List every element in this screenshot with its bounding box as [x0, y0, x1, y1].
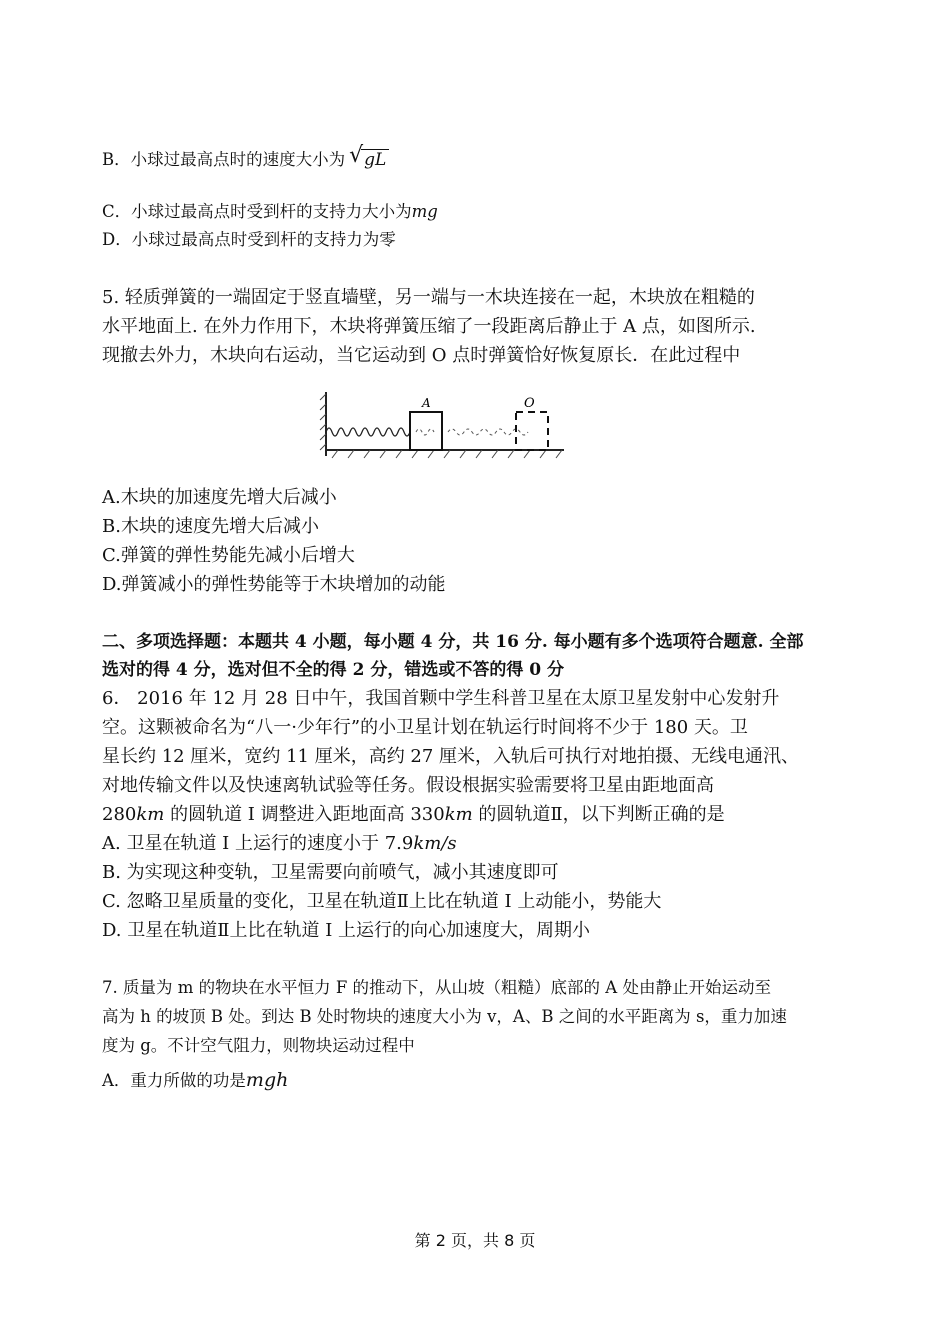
q6-unit-km-1: km — [136, 804, 165, 825]
q7-line-3: 度为 g。不计空气阻力，则物块运动过程中 — [102, 1036, 415, 1055]
block-o-dashed — [516, 412, 548, 450]
sqrt-formula: √ gL — [349, 148, 389, 172]
q6-line-4: 对地传输文件以及快速离轨试验等任务。假设根据实验需要将卫星由距地面高 — [102, 775, 714, 796]
q6-option-a-text: A. 卫星在轨道 I 上运行的速度小于 7.9 — [102, 833, 414, 854]
q4-option-c-text: C．小球过最高点时受到杆的支持力大小为 — [102, 202, 412, 221]
q5-option-c: C.弹簧的弹性势能先减小后增大 — [102, 545, 355, 566]
q6-line-3: 星长约 12 厘米，宽约 11 厘米，高约 27 厘米，入轨后可执行对地拍摄、无线电通汛、 — [102, 746, 800, 767]
q4-option-d: D．小球过最高点时受到杆的支持力为零 — [102, 230, 396, 249]
block-a — [410, 412, 442, 450]
page-footer: 第 2 页，共 8 页 — [414, 1231, 536, 1250]
spring-coil — [326, 428, 416, 436]
q6-option-a-unit: km/s — [413, 833, 457, 854]
q6-option-b: B. 为实现这种变轨，卫星需要向前喷气，减小其速度即可 — [102, 862, 559, 883]
q5-stem-line-1: 5. 轻质弹簧的一端固定于竖直墙壁，另一端与一木块连接在一起，木块放在粗糙的 — [102, 287, 755, 308]
q4-option-c — [102, 200, 438, 224]
q5-stem-line-2: 水平地面上. 在外力作用下，木块将弹簧压缩了一段距离后静止于 A 点，如图所示. — [102, 316, 756, 337]
q4-option-b — [102, 143, 389, 172]
q6-line-5 — [102, 803, 725, 827]
q4-option-c-formula: mg — [411, 202, 438, 221]
q7-line-1: 7. 质量为 m 的物块在水平恒力 F 的推动下，从山坡（粗糙）底部的 A 处由静止开始运动至 — [102, 978, 771, 997]
label-o: O — [524, 396, 535, 411]
q5-stem-line-3: 现撤去外力，木块向右运动，当它运动到 O 点时弹簧恰好恢复原长．在此过程中 — [102, 345, 741, 366]
spring-block-figure — [318, 386, 568, 466]
q6-line-1: 6． 2016 年 12 月 28 日中午，我国首颗中学生科普卫星在太原卫星发射中心发射升 — [102, 688, 780, 709]
q7-option-a-formula: mgh — [245, 1069, 289, 1091]
q4-option-b-formula: gL — [361, 149, 389, 170]
ground-hatching — [332, 450, 562, 458]
q5-option-d: D.弹簧减小的弹性势能等于木块增加的动能 — [102, 574, 446, 595]
section2-heading-line-1: 二、多项选择题：本题共 4 小题，每小题 4 分，共 16 分. 每小题有多个选项符合题意. 全部 — [102, 632, 804, 652]
q7-line-2: 高为 h 的坡顶 B 处。到达 B 处时物块的速度大小为 v，A、B 之间的水平距离为 s，重力加速 — [102, 1007, 787, 1026]
q6-line-5-part-c: 的圆轨道Ⅱ，以下判断正确的是 — [472, 804, 725, 825]
q6-option-c: C. 忽略卫星质量的变化，卫星在轨道Ⅱ上比在轨道 I 上动能小，势能大 — [102, 891, 662, 912]
q5-option-b: B.木块的速度先增大后减小 — [102, 516, 319, 537]
q7-option-a — [102, 1068, 288, 1093]
q6-line-5-part-a: 280 — [102, 804, 137, 825]
section2-heading-line-2: 选对的得 4 分，选对但不全的得 2 分，错选或不答的得 0 分 — [102, 660, 564, 680]
q5-option-a: A.木块的加速度先增大后减小 — [102, 487, 337, 508]
q4-option-b-text: B．小球过最高点时的速度大小为 — [102, 150, 346, 169]
label-a: A — [422, 396, 431, 410]
q6-line-5-part-b: 的圆轨道 I 调整进入距地面高 330 — [164, 804, 445, 825]
q6-line-2: 空。这颗被命名为“八一·少年行”的小卫星计划在轨运行时间将不少于 180 天。卫 — [102, 717, 748, 738]
q6-option-d: D. 卫星在轨道Ⅱ上比在轨道 I 上运行的向心加速度大，周期小 — [102, 920, 591, 941]
q6-option-a — [102, 832, 457, 856]
q6-unit-km-2: km — [444, 804, 473, 825]
q7-option-a-text: A．重力所做的功是 — [102, 1071, 246, 1090]
